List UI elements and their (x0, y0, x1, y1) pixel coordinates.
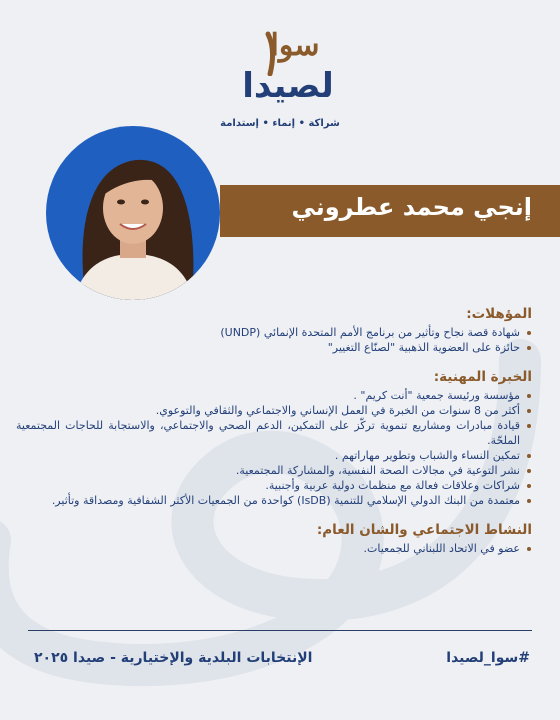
candidate-name: إنجي محمد عطروني (291, 193, 532, 221)
list-item: عضو في الاتحاد اللبناني للجمعيات. (16, 541, 532, 556)
list-item: شراكات وعلاقات فعالة مع منظمات دولية عربية وأجنبية. (16, 478, 532, 493)
list-item: مؤسسة ورئيسة جمعية "أنت كريم" . (16, 388, 532, 403)
footer-divider (28, 630, 532, 631)
name-banner (220, 185, 560, 237)
bio-content (16, 306, 532, 570)
experience-list (16, 388, 532, 508)
social-activity-list (16, 541, 532, 556)
list-item: أكثر من 8 سنوات من الخبرة في العمل الإنساني والاجتماعي والثقافي والتوعوي. (16, 403, 532, 418)
portrait-photo-icon (46, 126, 220, 300)
section-title: المؤهلات: (466, 306, 532, 322)
section-qualifications (16, 306, 532, 355)
list-item: معتمدة من البنك الدولي الإسلامي للتنمية (IsDB) كواحدة من الجمعيات الأكثر الشفافية ومصداقة وتأثير. (16, 493, 532, 508)
section-title: النشاط الاجتماعي والشان العام: (316, 522, 532, 538)
list-item: نشر التوعية في مجالات الصحة النفسية، والمشاركة المجتمعية. (16, 463, 532, 478)
qualifications-list (16, 325, 532, 355)
footer-election-text: الإنتخابات البلدية والإختيارية - صيدا ٢٠٢٥ (34, 650, 313, 666)
list-item: تمكين النساء والشباب وتطوير مهاراتهم . (16, 448, 532, 463)
list-item: قيادة مبادرات ومشاريع تنموية تركّز على التمكين، الدعم الصحي والاجتماعي، والاستجابة للحاجات المجتمعية الملحّة. (16, 418, 532, 448)
list-item: شهادة قصة نجاح وتأثير من برنامج الأمم المتحدة الإنمائي (UNDP) (16, 325, 532, 340)
section-social-activity (16, 522, 532, 556)
list-item: حائزة على العضوية الذهبية "لصنّاع التغيير" (16, 340, 532, 355)
logo-sawa-text: سوا (270, 28, 320, 63)
section-experience (16, 369, 532, 508)
candidate-portrait (46, 126, 220, 300)
logo-tagline: شراكة • إنماء • إستدامة (220, 118, 340, 129)
logo-saida-text: لصيدا (242, 66, 334, 106)
section-title: الخبرة المهنية: (433, 369, 532, 385)
campaign-logo (200, 28, 360, 138)
footer-hashtag: #سوا_لصيدا (446, 650, 530, 666)
